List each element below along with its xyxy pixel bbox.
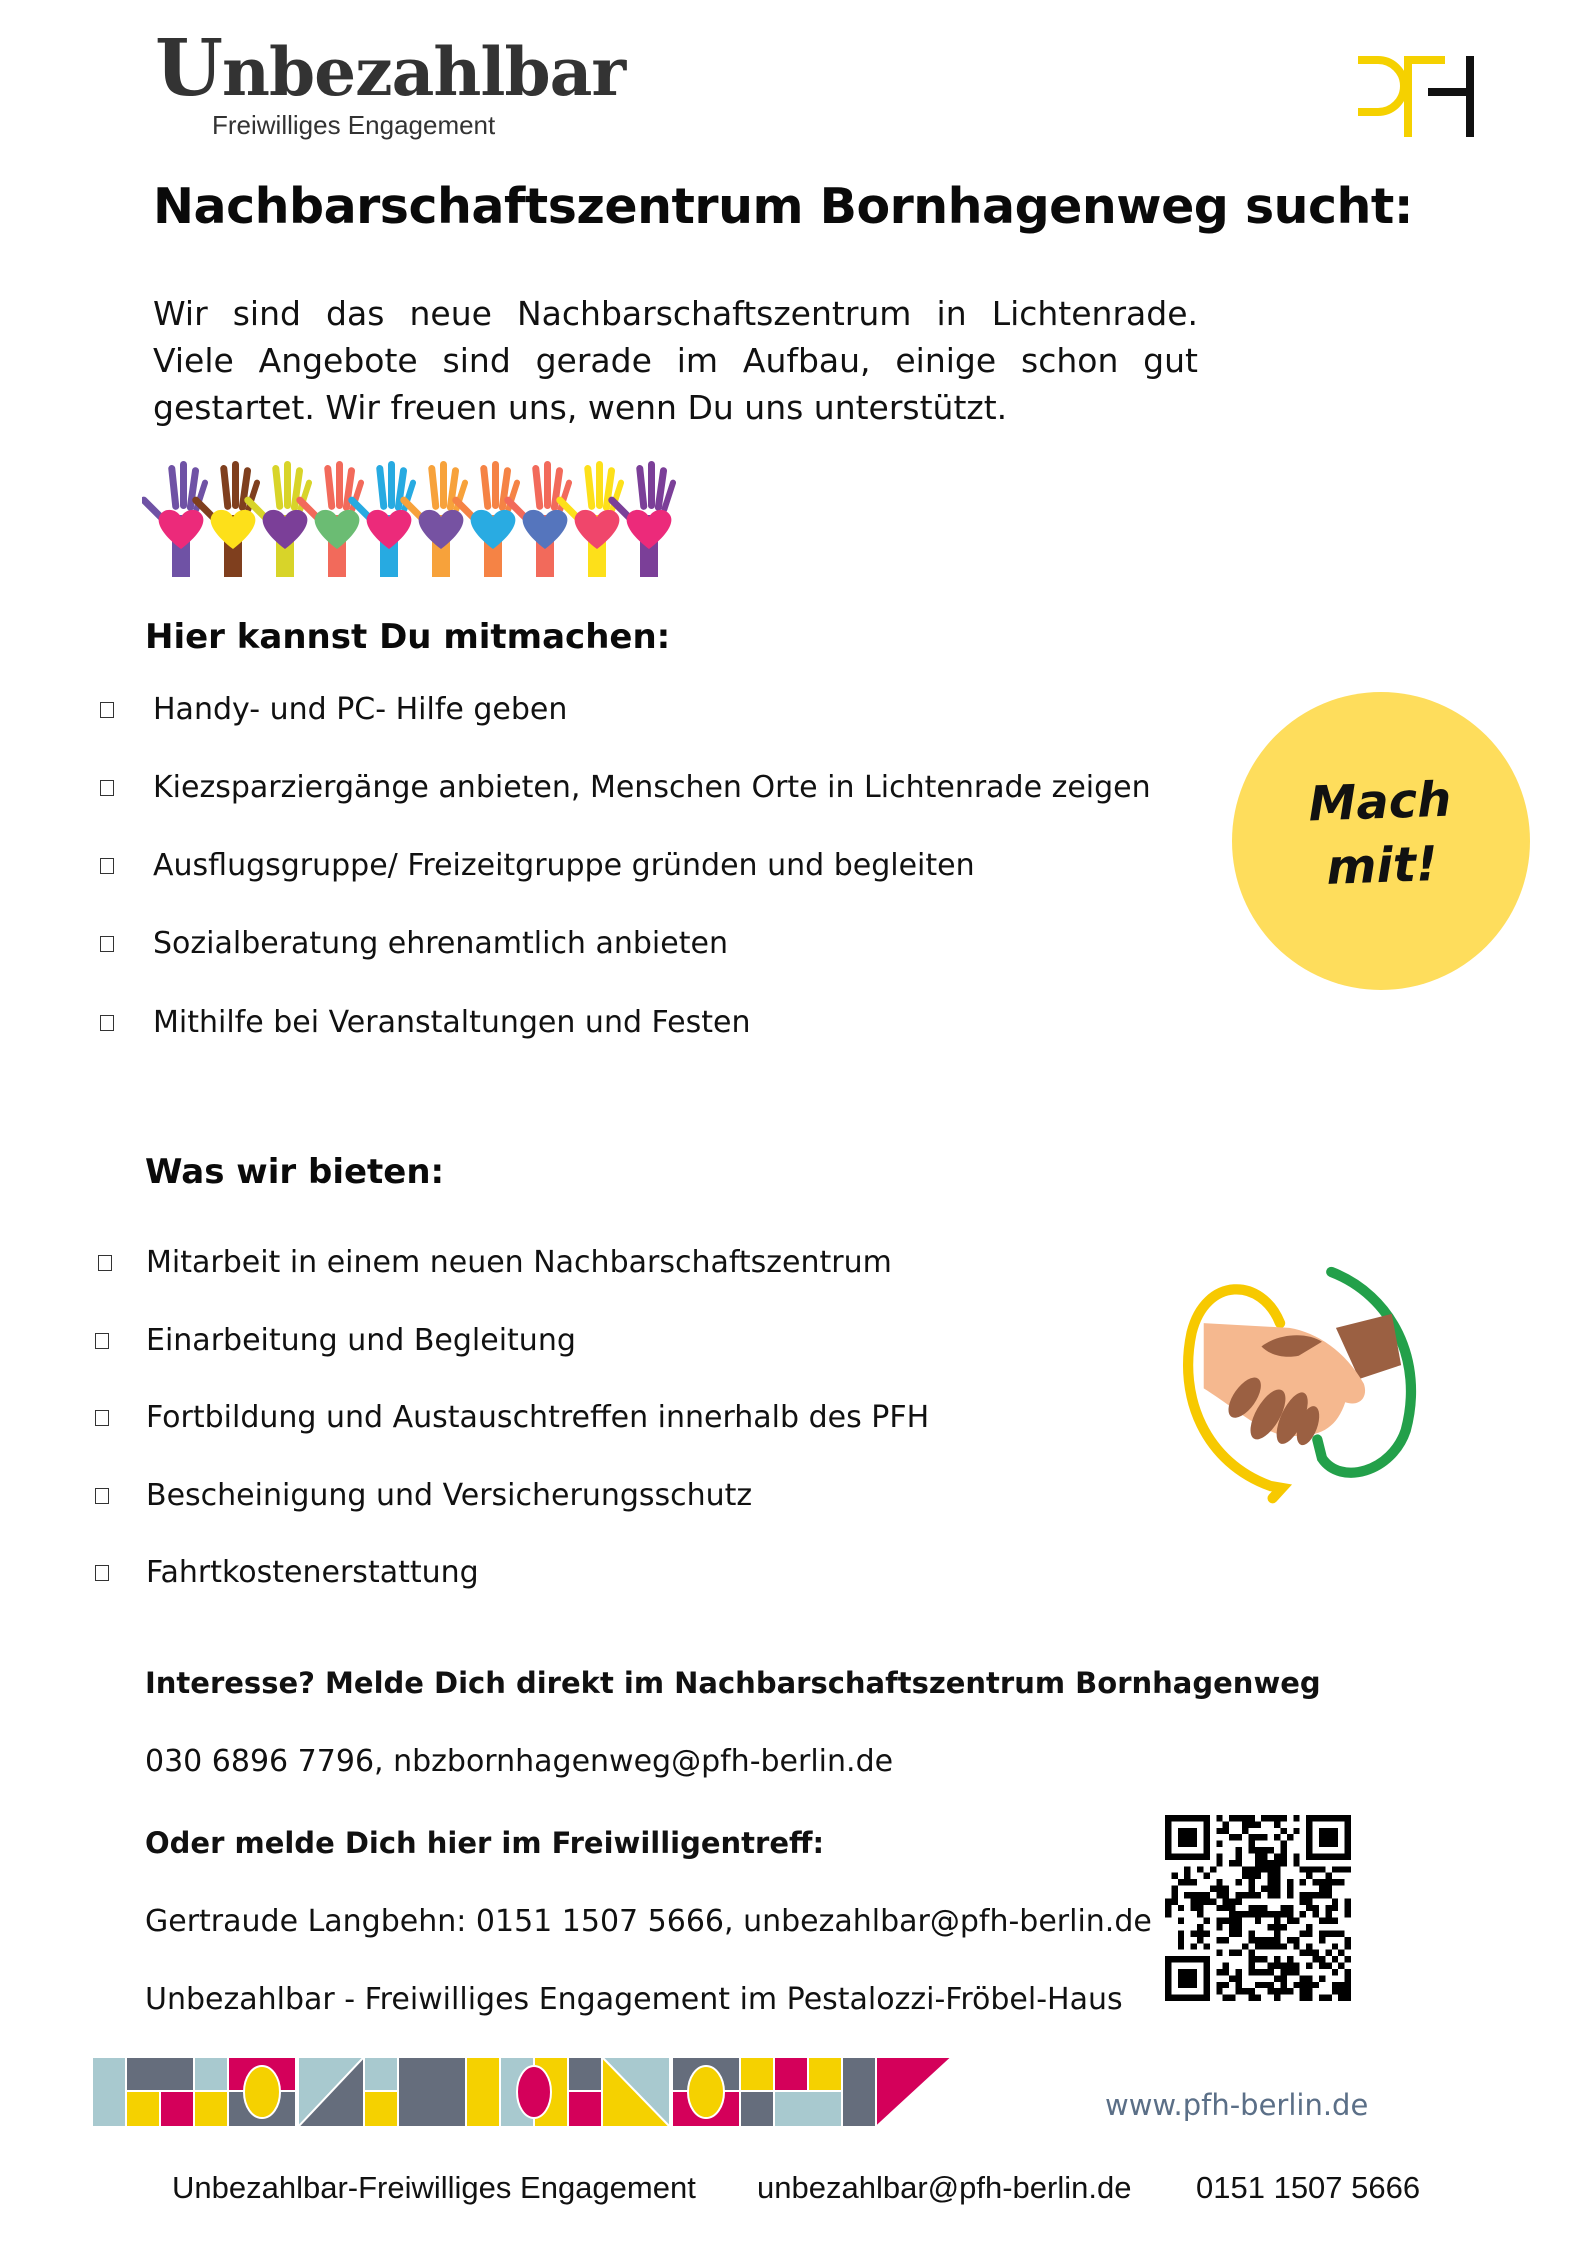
handshake-illustration [1168, 1258, 1448, 1528]
logo-wordmark: nbezahlbar [222, 33, 626, 111]
footer-email[interactable]: unbezahlbar@pfh-berlin.de [757, 2170, 1132, 2205]
checkbox-bullet-icon [100, 858, 114, 874]
participate-heading: Hier kannst Du mitmachen: [145, 617, 671, 657]
list-item [95, 1555, 479, 1590]
list-item [100, 1005, 750, 1040]
list-item-text: Mithilfe bei Veranstaltungen und Festen [153, 1005, 751, 1040]
checkbox-bullet-icon [98, 1255, 112, 1271]
list-item [100, 770, 1151, 805]
intro-paragraph: Wir sind das neue Nachbarschaftszentrum in Lichtenrade. Viele Angebote sind gerade im Aufbau, einige schon gut gestartet. Wir freuen uns, wenn Du uns unterstützt. [153, 294, 1198, 427]
badge-text [1230, 765, 1532, 903]
checkbox-bullet-icon [95, 1333, 109, 1349]
checkbox-bullet-icon [100, 936, 114, 952]
badge-line-2: mit! [1325, 836, 1439, 896]
list-item [100, 692, 567, 727]
list-item-text: Einarbeitung und Begleitung [146, 1323, 576, 1358]
list-item-text: Bescheinigung und Versicherungsschutz [146, 1478, 753, 1513]
checkbox-bullet-icon [100, 1015, 114, 1031]
list-item [100, 926, 728, 961]
list-item-text: Fahrtkostenerstattung [146, 1555, 479, 1590]
qr-code-icon[interactable] [1165, 1815, 1351, 2001]
center-contact: 030 6896 7796, nbzbornhagenweg@pfh-berlin.de [145, 1744, 894, 1779]
organization-name: Unbezahlbar - Freiwilliges Engagement im Pestalozzi-Fröbel-Haus [145, 1982, 1123, 2017]
footer-organization: Unbezahlbar-Freiwilliges Engagement [172, 2170, 696, 2205]
decorative-mosaic-banner [92, 2057, 952, 2127]
offer-heading: Was wir bieten: [145, 1152, 445, 1192]
list-item-text: Fortbildung und Austauschtreffen innerhalb des PFH [146, 1400, 930, 1435]
badge-line-1: Mach [1307, 771, 1453, 833]
page-title: Nachbarschaftszentrum Bornhagenweg sucht: [153, 178, 1413, 235]
list-item-text: Mitarbeit in einem neuen Nachbarschaftszentrum [146, 1245, 892, 1280]
list-item [100, 848, 975, 883]
pfh-logo-icon [1350, 52, 1485, 137]
checkbox-bullet-icon [95, 1410, 109, 1426]
checkbox-bullet-icon [95, 1488, 109, 1504]
list-item-text: Handy- und PC- Hilfe geben [153, 692, 568, 727]
list-item [95, 1323, 576, 1358]
logo-initial: U [155, 23, 223, 114]
person-contact: Gertraude Langbehn: 0151 1507 5666, unbezahlbar@pfh-berlin.de [145, 1904, 1152, 1939]
checkbox-bullet-icon [100, 702, 114, 718]
list-item-text: Kiezsparziergänge anbieten, Menschen Orte in Lichtenrade zeigen [153, 770, 1151, 805]
logo-subtitle: Freiwilliges Engagement [212, 110, 496, 140]
list-item-text: Ausflugsgruppe/ Freizeitgruppe gründen und begleiten [153, 848, 975, 883]
website-link[interactable]: www.pfh-berlin.de [1105, 2088, 1369, 2122]
interest-heading: Interesse? Melde Dich direkt im Nachbarschaftszentrum Bornhagenweg [145, 1666, 1321, 1700]
checkbox-bullet-icon [100, 780, 114, 796]
unbezahlbar-logo [155, 23, 626, 114]
raised-hands-hearts-illustration [142, 455, 682, 580]
alt-contact-heading: Oder melde Dich hier im Freiwilligentreff: [145, 1826, 825, 1860]
list-item [95, 1478, 752, 1513]
checkbox-bullet-icon [95, 1565, 109, 1581]
list-item-text: Sozialberatung ehrenamtlich anbieten [153, 926, 728, 961]
hand-icon [142, 461, 209, 577]
list-item [95, 1400, 929, 1435]
list-item [98, 1245, 892, 1280]
footer-phone[interactable]: 0151 1507 5666 [1196, 2170, 1421, 2205]
mach-mit-badge [1232, 692, 1530, 990]
